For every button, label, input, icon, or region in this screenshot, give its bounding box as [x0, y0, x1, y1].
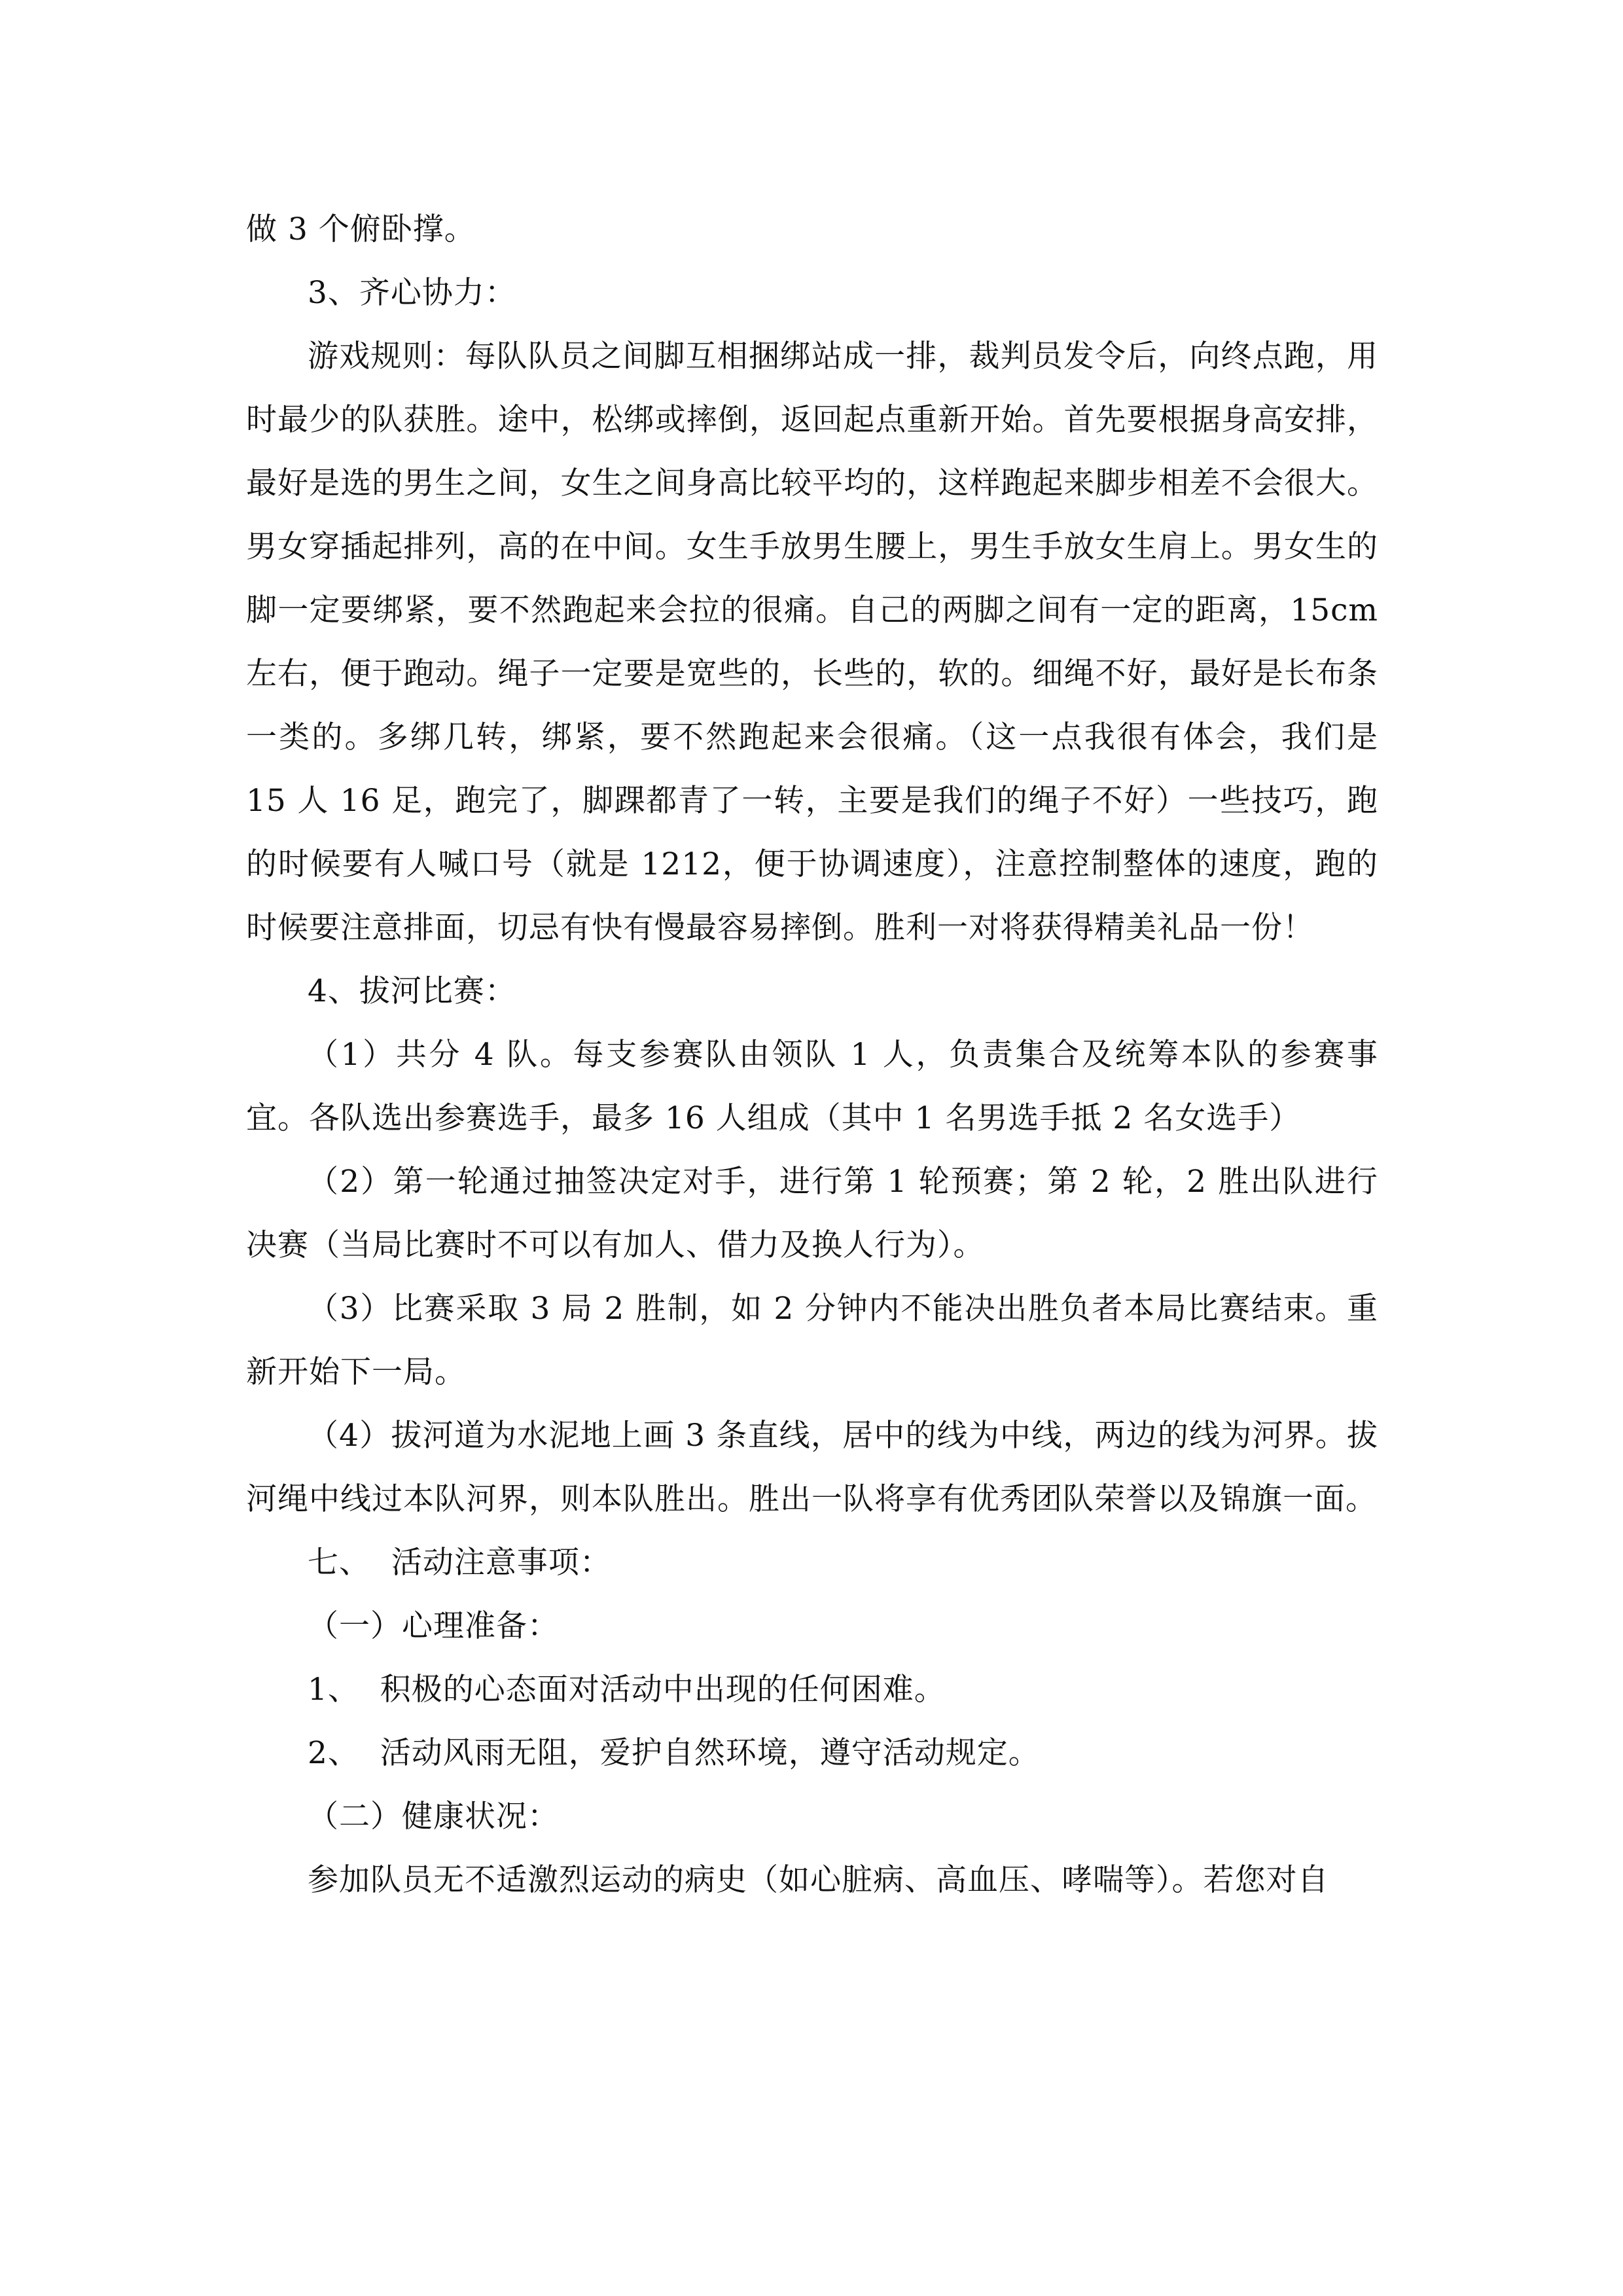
- heading-health-status: （二）健康状况：: [308, 1799, 559, 1835]
- paragraph-tug-rule-1: （1）共分 4 队。每支参赛队由领队 1 人，负责集合及统筹本队的参赛事宜。各队选出参赛选手，最多 16 人组成（其中 1 名男选手抵 2 名女选手）: [246, 1037, 1378, 1136]
- heading-tug-of-war: 4、拔河比赛：: [308, 973, 516, 1009]
- paragraph-game-rules: 游戏规则：每队队员之间脚互相捆绑站成一排，裁判员发令后，向终点跑，用时最少的队获胜。途中，松绑或摔倒，返回起点重新开始。首先要根据身高安排，最好是选的男生之间，女生之间身高比较平均的，这样跑起来脚步相差不会很大。男女穿插起排列，高的在中间。女生手放男生腰上，男生手放女生肩上。男女生的脚一定要绑紧，要不然跑起来会拉的很痛。自己的两脚之间有一定的距离，15cm 左右，便于跑动。绳子一定要是宽些的，长些的，软的。细绳不好，最好是长布条一类的。多绑几转，绑紧，要不然跑起来会很痛。（这一点我很有体会，我们是 15 人 16 足，跑完了，脚踝都青了一转，主要是我们的绳子不好）一些技巧，跑的时候要有人喊口号（就是 1212，便于协调速度），注意控制整体的速度，跑的时候要注意排面，切忌有快有慢最容易摔倒。胜利一对将获得精美礼品一份！: [246, 338, 1389, 946]
- heading-teamwork-game: 3、齐心协力：: [308, 275, 516, 311]
- paragraph-tug-rule-4: （4）拔河道为水泥地上画 3 条直线，居中的线为中线，两边的线为河界。拔河绳中线过本队河界，则本队胜出。胜出一队将享有优秀团队荣誉以及锦旗一面。: [246, 1418, 1378, 1517]
- heading-activity-notes: 七、 活动注意事项：: [308, 1545, 611, 1581]
- heading-mental-prep: （一）心理准备：: [308, 1608, 559, 1644]
- list-item-positive-attitude: 1、 积极的心态面对活动中出现的任何困难。: [308, 1672, 946, 1708]
- document-body: [246, 198, 1389, 1912]
- paragraph-tug-rule-2: （2）第一轮通过抽签决定对手，进行第 1 轮预赛；第 2 轮，2 胜出队进行决赛（当局比赛时不可以有加人、借力及换人行为）。: [246, 1164, 1378, 1263]
- paragraph-pushup-penalty: 做 3 个俯卧撑。: [246, 211, 476, 247]
- list-item-rain-or-shine: 2、 活动风雨无阻，爱护自然环境，遵守活动规定。: [308, 1735, 1040, 1771]
- paragraph-health-requirement: 参加队员无不适激烈运动的病史（如心脏病、高血压、哮喘等）。若您对自: [308, 1862, 1329, 1898]
- paragraph-tug-rule-3: （3）比赛采取 3 局 2 胜制，如 2 分钟内不能决出胜负者本局比赛结束。重新开始下一局。: [246, 1291, 1378, 1390]
